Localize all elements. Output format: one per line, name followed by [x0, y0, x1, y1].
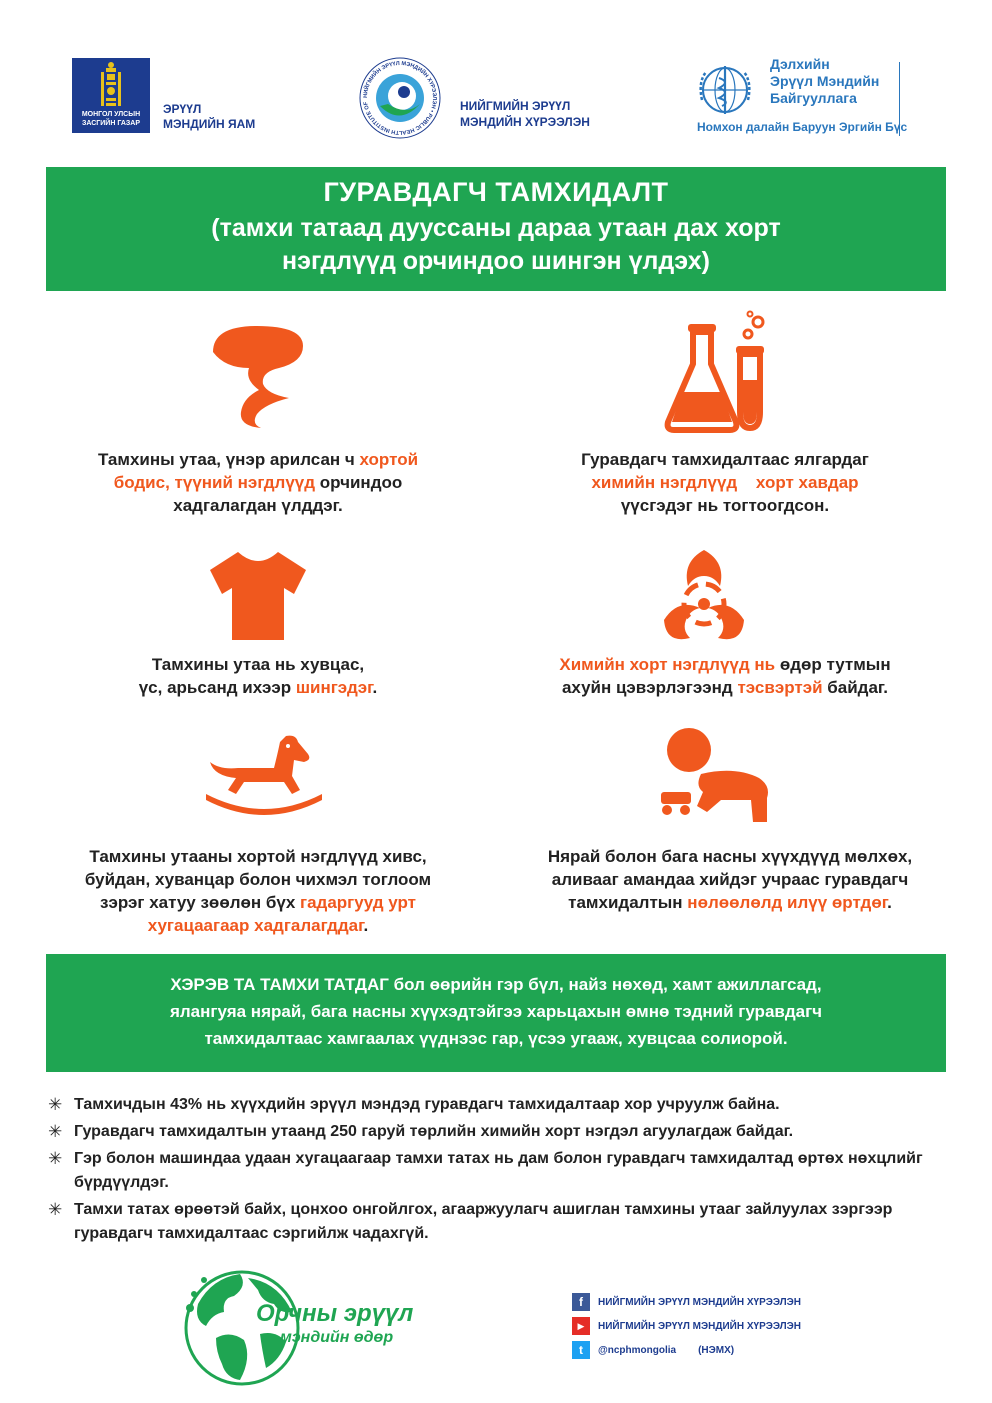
who-emblem-icon: [692, 60, 758, 126]
cta-banner: [46, 954, 946, 1072]
list-item: [46, 1198, 956, 1246]
header-logos: [0, 50, 992, 150]
list-item: [46, 1147, 956, 1195]
list-item: [46, 1093, 956, 1117]
social-youtube[interactable]: [572, 1316, 801, 1336]
rocking-horse-icon: [204, 732, 324, 827]
asterisk-bullet-icon: ✳: [48, 1149, 63, 1168]
ministry-caption-line: МОНГОЛ УЛСЫН: [81, 111, 141, 118]
social-extra-label: (НЭМХ): [698, 1344, 735, 1356]
title-banner: [46, 167, 946, 291]
highlight-span: хортой: [359, 450, 419, 469]
youtube-icon: ▶: [572, 1317, 590, 1335]
fact-text: Тамхичдын 43% нь хүүхдийн эрүүл мэндэд гуравдагч тамхидалтаар хор учруулж байна.: [74, 1096, 780, 1113]
text-span: .: [372, 678, 378, 697]
text-span: Тамхины утаа, үнэр арилсан ч: [97, 450, 360, 469]
ministry-label-line: ЭРҮҮЛ: [163, 102, 202, 116]
text-line: аливааг амандаа хийдэг учраас гуравдагч: [551, 870, 909, 889]
cta-text: ялангуяа нярай, бага насны хүүхэдтэйгээ харьцахын өмнө тэдний гуравдагч: [169, 1002, 823, 1021]
twitter-icon: t: [572, 1341, 590, 1359]
biohazard-icon: [656, 546, 752, 647]
highlight-span: тэсвэртэй: [737, 678, 823, 697]
page-subtitle-line: (тамхи татаад дууссаны дараа утаан дах хорт: [211, 214, 781, 242]
social-label: НИЙГМИЙН ЭРҮҮЛ МЭНДИЙН ХҮРЭЭЛЭН: [598, 1296, 801, 1308]
info-toy: [46, 845, 470, 937]
highlight-span: нөлөөлөлд илүү өртдөг: [687, 893, 888, 912]
text-line: буйдан, хуванцар болон чихмэл тоглоом: [84, 870, 432, 889]
text-span: орчиндоо: [315, 473, 403, 492]
text-span: .: [363, 916, 369, 935]
fact-text: Гэр болон машиндаа удаан хугацаагаар тамхи татах нь дам болон гуравдагч тамхидалтад өртөх нөхцлийг бүрдүүлдэг.: [74, 1150, 923, 1191]
cta-text: тамхидалтаас хамгаалах үүднээс гар, үсээ угааж, хувцсаа солиорой.: [204, 1029, 788, 1048]
text-span: .: [887, 893, 892, 912]
highlight-span: гадаргууд урт: [300, 893, 416, 912]
institute-label-line: НИЙГМИЙН ЭРҮҮЛ: [460, 99, 571, 113]
footer-logo-title: Орчны эрүүл: [256, 1300, 414, 1327]
highlight-span: Химийн хорт нэгдлүүд нь: [559, 655, 776, 674]
text-line: Тамхины утааны хортой нэгдлүүд хивс,: [89, 847, 427, 866]
asterisk-bullet-icon: ✳: [48, 1200, 63, 1219]
highlight-span: бодис, түүний нэгдлүүд: [113, 473, 316, 492]
crawling-baby-icon: [655, 726, 775, 831]
smoke-icon: [205, 322, 311, 435]
text-line: Гуравдагч тамхидалтаас ялгардаг: [581, 450, 869, 469]
t-shirt-icon: [208, 548, 308, 647]
asterisk-bullet-icon: ✳: [48, 1122, 63, 1141]
social-facebook[interactable]: [572, 1292, 801, 1312]
fact-text: Гуравдагч тамхидалтын утаанд 250 гаруй төрлийн химийн хорт нэгдэл агуулагдаж байдаг.: [74, 1123, 794, 1140]
institute-label-line: МЭНДИЙН ХҮРЭЭЛЭН: [460, 115, 590, 129]
text-span: ахуйн цэвэрлэгээнд: [561, 678, 738, 697]
who-label-line: Дэлхийн: [770, 56, 830, 72]
info-chemistry: [520, 448, 930, 517]
social-label: @ncphmongolia: [598, 1344, 677, 1356]
lab-flask-icon: [664, 310, 774, 439]
info-smoke: [46, 448, 470, 517]
who-label-line: Эрүүл Мэндийн: [770, 73, 880, 89]
social-twitter[interactable]: [572, 1340, 734, 1360]
fact-text: Тамхи татах өрөөтэй байх, цонхоо онгойлгох, агааржуулагч ашиглан тамхины утааг зайлуулах зэргээр гуравдагч тамхидалтаас сэргийлж чадахгүй.: [74, 1201, 893, 1242]
info-shirt: [46, 653, 470, 699]
facts-list: [46, 1093, 956, 1249]
footer-logo-subtitle: мэндийн өдөр: [280, 1329, 394, 1346]
page-subtitle: [46, 212, 946, 278]
text-line: хадгалагдан үлддэг.: [173, 496, 343, 515]
text-span: өдөр тутмын: [775, 655, 891, 674]
page-subtitle-line: нэгдлүүд орчиндоо шингэн үлдэх): [282, 247, 710, 275]
ministry-caption-line: ЗАСГИЙН ГАЗАР: [81, 120, 141, 127]
who-label-line: Байгууллага: [770, 90, 857, 106]
highlight-span: химийн нэгдлүүд: [591, 473, 742, 492]
info-baby: [500, 845, 960, 914]
text-line: Тамхины утаа нь хувцас,: [151, 655, 365, 674]
highlight-span: хорт хавдар: [755, 473, 859, 492]
text-span: тамхидалтын: [568, 893, 688, 912]
text-line: Нярай болон бага насны хүүхдүүд мөлхөх,: [547, 847, 913, 866]
ministry-label-line: МЭНДИЙН ЯАМ: [163, 117, 256, 131]
social-label: НИЙГМИЙН ЭРҮҮЛ МЭНДИЙН ХҮРЭЭЛЭН: [598, 1320, 801, 1332]
text-span: зэрэг хатуу зөөлөн бүх: [100, 893, 301, 912]
text-span: байдаг.: [822, 678, 889, 697]
ministry-caption: [78, 110, 144, 128]
cta-emphasis: ХЭРЭВ ТА ТАМХИ ТАТДАГ: [170, 975, 389, 994]
public-health-institute-logo-icon: [358, 56, 442, 140]
highlight-span: шингэдэг: [295, 678, 373, 697]
text-line: үүсгэдэг нь тогтоогдсон.: [620, 496, 830, 515]
who-region-label: Номхон далайн Баруун Эргийн Бүс: [697, 120, 908, 134]
text-span: үс, арьсанд ихээр: [138, 678, 296, 697]
page-title: ГУРАВДАГЧ ТАМХИДАЛТ: [323, 177, 669, 207]
cta-text: бол өөрийн гэр бүл, найз нөхөд, хамт ажиллагсад,: [388, 975, 822, 994]
institute-label: [460, 98, 590, 130]
list-item: [46, 1120, 956, 1144]
ministry-label: [163, 102, 255, 132]
highlight-span: хугацаагаар хадгалагддаг: [147, 916, 364, 935]
institute-ring-text: НИЙГМИЙН ЭРҮҮЛ МЭНДИЙН ХҮРЭЭЛЭН • PUBLIC HEALTH INSTITUTE OF: [362, 60, 438, 136]
asterisk-bullet-icon: ✳: [48, 1095, 63, 1114]
who-label: [770, 56, 879, 107]
facebook-icon: f: [572, 1293, 590, 1311]
info-biohazard: [520, 653, 930, 699]
